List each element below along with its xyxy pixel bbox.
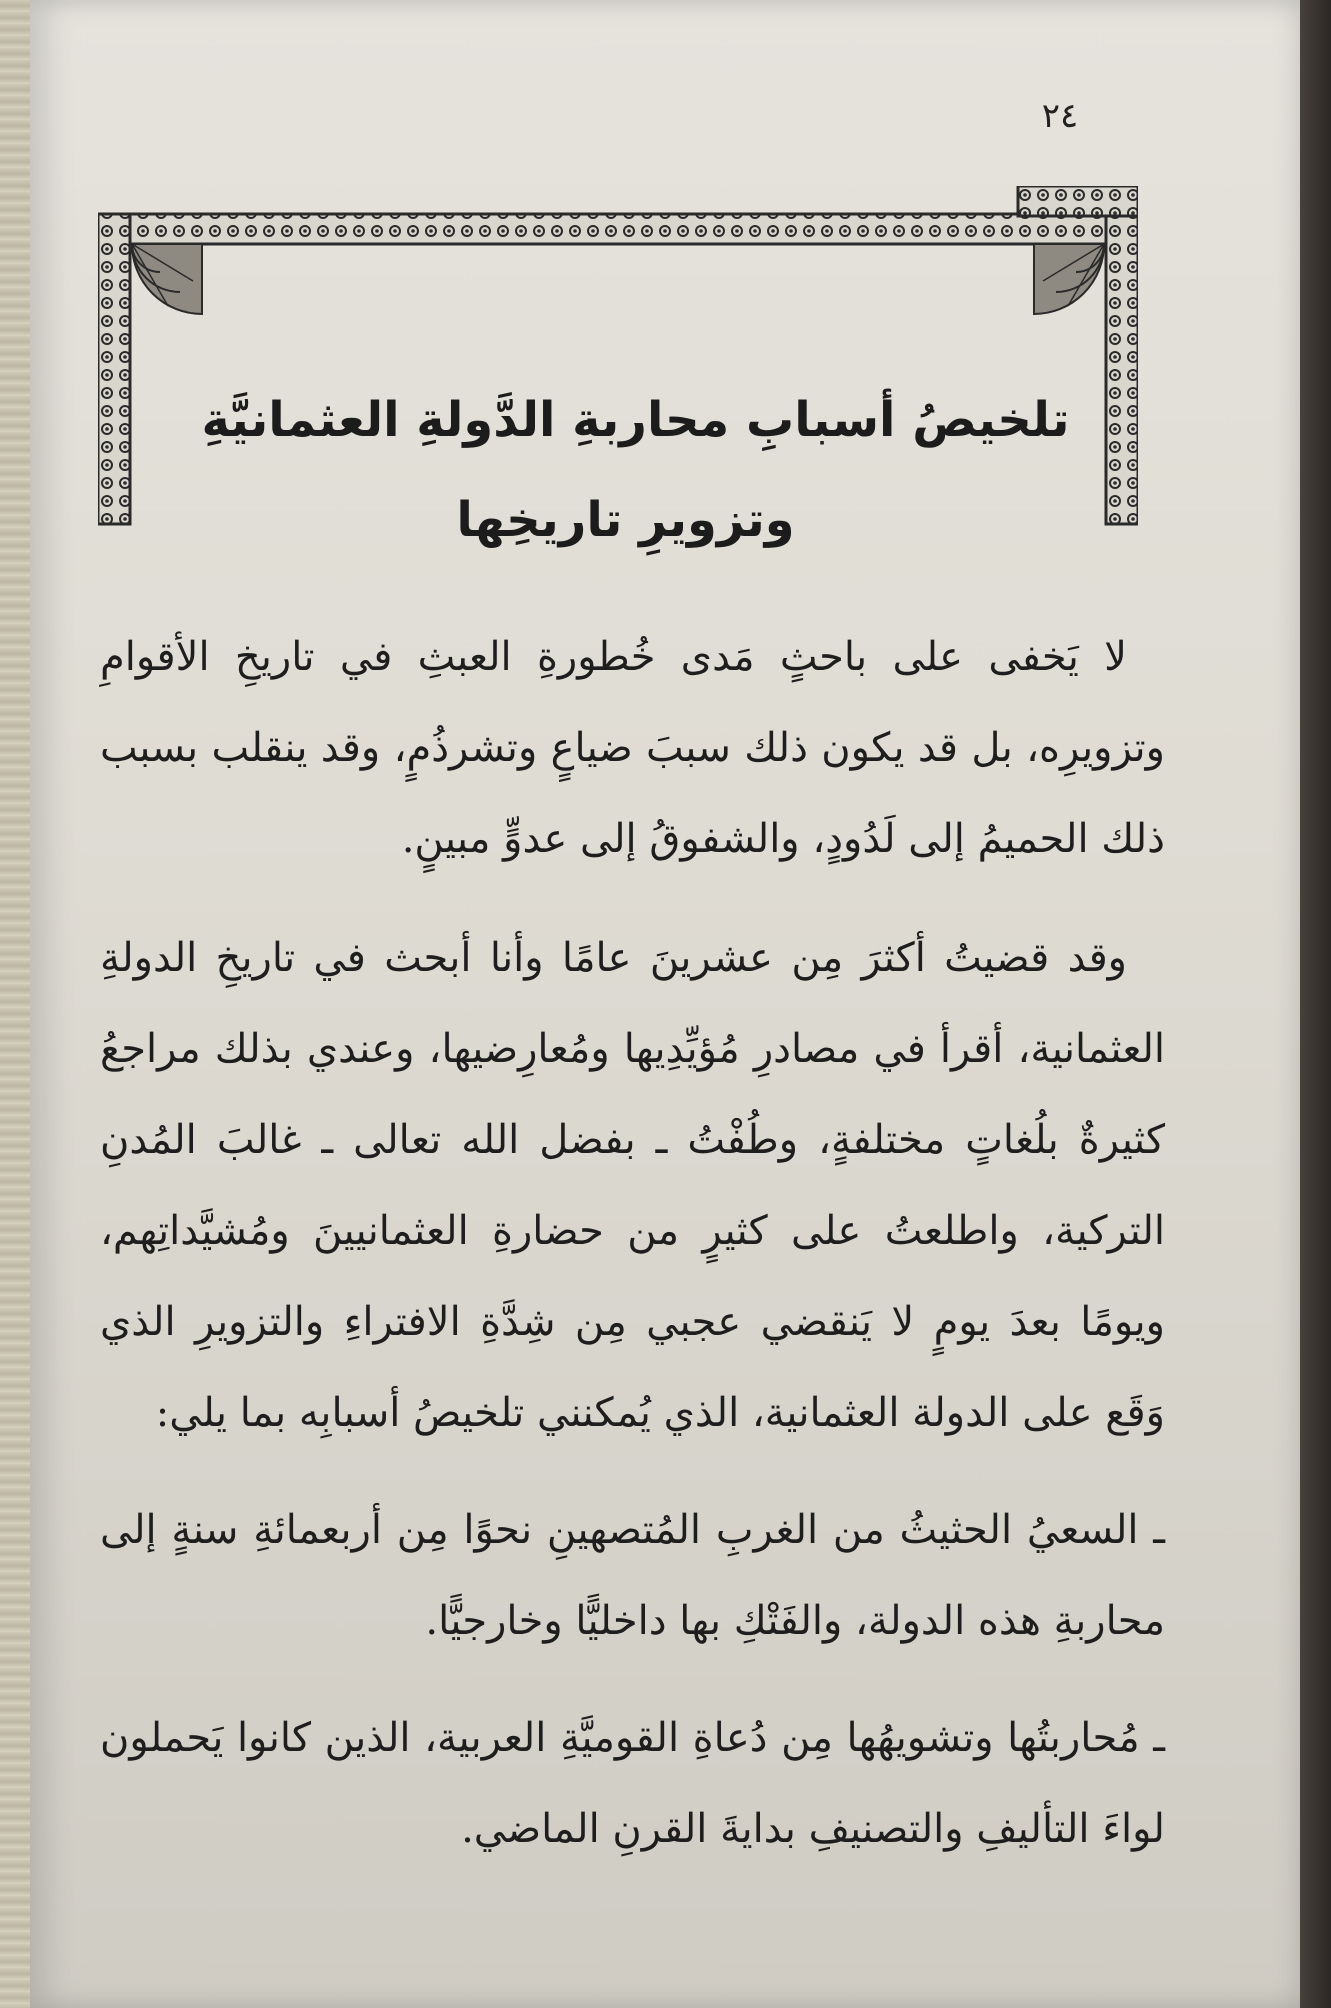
ornamental-frame-icon xyxy=(98,186,1138,531)
chapter-title-line-2: وتزويرِ تاريخِها xyxy=(456,492,795,548)
rosette-ornament-right-icon xyxy=(1034,244,1104,314)
adjacent-page-edge xyxy=(0,0,30,2008)
body-text xyxy=(100,612,1165,1875)
page-number: ٢٤ xyxy=(1041,96,1079,136)
rosette-ornament-left-icon xyxy=(132,244,202,314)
chapter-title-line-1: تلخيصُ أسبابِ محاربةِ الدَّولةِ العثمانيَّةِ xyxy=(201,392,1070,448)
paragraph-1: لا يَخفى على باحثٍ مَدى خُطورةِ العبثِ في تاريخِ الأقوامِ وتزويرِه، بل قد يكون ذلك سببَ ضياعٍ وتشرذُمٍ، وقد ينقلب بسبب ذلك الحميمُ إلى لَدُودٍ، والشفوقُ إلى عدوٍّ مبينٍ. xyxy=(100,634,1165,862)
bullet-item-2: ـ مُحاربتُها وتشويهُها مِن دُعاةِ القوميَّةِ العربية، الذين كانوا يَحملون لواءَ التأليفِ والتصنيفِ بدايةَ القرنِ الماضي. xyxy=(100,1715,1165,1852)
paragraph-2: وقد قضيتُ أكثرَ مِن عشرينَ عامًا وأنا أبحث في تاريخِ الدولةِ العثمانية، أقرأ في مصادرِ مُؤيِّدِيها ومُعارِضيها، وعندي بذلك مراجعُ كثيرةٌ بلُغاتٍ مختلفةٍ، وطُفْتُ ـ بفضل الله تعالى ـ غالبَ المُدنِ التركية، واطلعتُ على كثيرٍ من حضارةِ العثمانيينَ ومُشيَّداتِهم، ويومًا بعدَ يومٍ لا يَنقضي عجبي مِن شِدَّةِ الافتراءِ والتزويرِ الذي وَقَع على الدولة العثمانية، الذي يُمكنني تلخيصُ أسبابِه بما يلي: xyxy=(100,935,1165,1436)
bullet-item-1: ـ السعيُ الحثيثُ من الغربِ المُتصهينِ نحوًا مِن أربعمائةِ سنةٍ إلى محاربةِ هذه الدولة، والفَتْكِ بها داخليًّا وخارجيًّا. xyxy=(100,1507,1165,1644)
title-frame xyxy=(98,186,1138,531)
